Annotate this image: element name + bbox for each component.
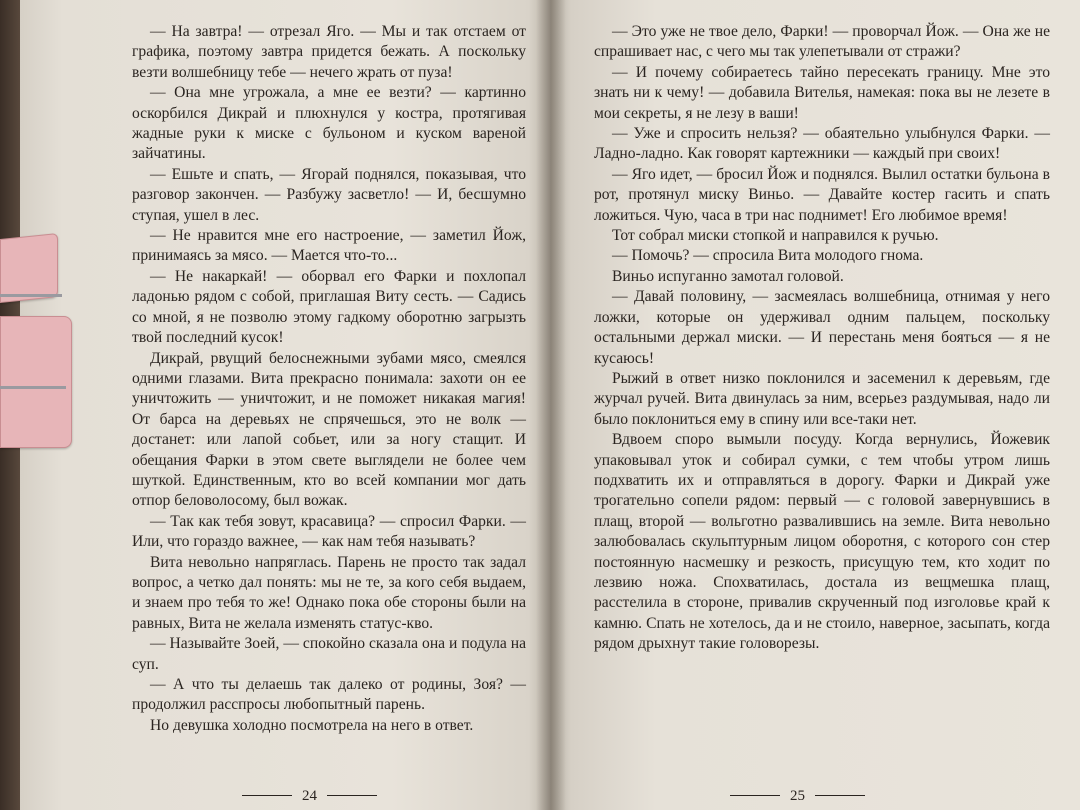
right-page — [550, 0, 1080, 810]
paragraph: — Это уже не твое дело, Фарки! — проворчал Йож. — Она же не спрашивает нас, с чего мы так улепетывали от стражи? — [594, 23, 1050, 61]
paragraph: Но девушка холодно посмотрела на него в ответ. — [150, 716, 474, 734]
paragraph: — И почему собираетесь тайно пересекать границу. Мне это знать ни к чему! — добавила Вителья, намекая: пока вы не лезете в мои секреты, я не лезу в ваши! — [594, 63, 1050, 122]
paragraph: Виньо испуганно замотал головой. — [612, 267, 844, 285]
paragraph: Тот собрал миски стопкой и направился к ручью. — [612, 227, 939, 245]
page-number-rule — [730, 795, 780, 796]
bookmark-wire — [0, 386, 66, 389]
bookmark-wire — [0, 294, 62, 297]
bookmark-clip[interactable] — [0, 236, 76, 456]
page-number-rule — [242, 795, 292, 796]
paragraph: — Она мне угрожала, а мне ее везти? — картинно оскорбился Дикрай и плюхнулся у костра, протягивая жадные руки к миске с бульоном и куском вареной зайчатины. — [132, 84, 526, 163]
page-number-text: 25 — [790, 787, 805, 804]
page-number-rule — [815, 795, 865, 796]
paragraph: — Яго идет, — бросил Йож и поднялся. Вылил остатки бульона в рот, протянул миску Виньо. — Давайте костер гасить и спать ложиться. Чую, часа в три нас поднимет! Его любимое время! — [594, 165, 1050, 224]
paragraph: Вдвоем споро вымыли посуду. Когда вернулись, Йожевик упаковывал уток и собирал сумки, с тем чтобы утром лишь подхватить их и отправляться в дорогу. Фарки и Дикрай уже трогательно сопели рядом: первый — с головой завернувшись в плащ, второй — вольготно развалившись на земле. Вита невольно залюбовалась скульптурным лицом оборотня, с которого сон стер постоянную насмешку и резкость, присущую тем, кто ходит по лезвию ножа. Спохватилась, достала из вещмешка плащ, расстелила в стороне, привалив скрученный под изголовье край к камню. Спать не хотелось, да и не стоило, наверное, засыпать, когда рядом дрыхнут такие головорезы. — [594, 431, 1050, 653]
paragraph: — Называйте Зоей, — спокойно сказала она и подула на суп. — [132, 635, 526, 673]
page-number-text: 24 — [302, 787, 317, 804]
paragraph: — Уже и спросить нельзя? — обаятельно улыбнулся Фарки. — Ладно-ладно. Как говорят картежники — каждый при своих! — [594, 125, 1050, 163]
bookmark-tab-lower — [0, 316, 72, 448]
paragraph: — Помочь? — спросила Вита молодого гнома. — [612, 247, 924, 265]
bookmark-tab-upper — [0, 233, 58, 303]
paragraph: — Так как тебя зовут, красавица? — спросил Фарки. — Или, что гораздо важнее, — как нам тебя называть? — [132, 512, 526, 551]
page-number-left — [242, 786, 377, 806]
paragraph: — А что ты делаешь так далеко от родины, Зоя? — продолжил расспросы любопытный парень. — [132, 676, 526, 714]
paragraph: Вита невольно напряглась. Парень не просто так задал вопрос, а четко дал понять: мы не те, за кого себя выдаем, и знаем про тебя то же! Однако пока обе стороны были на равных, Вита не желала изменять статус-кво. — [132, 553, 526, 632]
page-number-rule — [327, 795, 377, 796]
paragraph: — На завтра! — отрезал Яго. — Мы и так отстаем от графика, поэтому завтра придется бежать. А поскольку везти волшебницу тебе — нечего жрать от пуза! — [132, 23, 526, 81]
paragraph: Рыжий в ответ низко поклонился и засеменил к деревьям, где журчал ручей. Вита двинулась за ним, всерьез раздумывая, надо ли было поклониться ему в спину или все-таки нет. — [594, 369, 1050, 428]
book-gutter-shadow — [536, 0, 566, 810]
paragraph: — Ешьте и спать, — Ягорай поднялся, показывая, что разговор закончен. — Разбужу засветло! — И, бесшумно ступая, ушел в лес. — [132, 165, 526, 224]
paragraph: — Не нравится мне его настроение, — заметил Йож, принимаясь за мясо. — Мается что-то... — [132, 227, 526, 265]
page-number-right — [730, 786, 865, 806]
paragraph: Дикрай, рвущий белоснежными зубами мясо, смеялся одними глазами. Вита прекрасно понимала: захоти он ее уничтожить — уничтожит, и не поможет никакая магия! От барса на деревьях не спрячешься, это не волк — достанет: или лапой собьет, или за ногу стащит. И обещания Фарки в этом свете выглядели не более чем шуткой. Единственным, кто во всей компании мог дать отпор беловолосому, был вожак. — [132, 349, 526, 510]
left-page — [20, 0, 550, 810]
paragraph: — Не накаркай! — оборвал его Фарки и похлопал ладонью рядом с собой, приглашая Виту сесть. — Садись со мной, я не позволю этому гадкому оборотню загрызть твой последний кусок! — [132, 267, 526, 347]
paragraph: — Давай половину, — засмеялась волшебница, отнимая у него ложки, которые он удерживал одним пальцем, поскольку остальными держал миски. — И перестань меня бояться — я не кусаюсь! — [594, 288, 1050, 367]
